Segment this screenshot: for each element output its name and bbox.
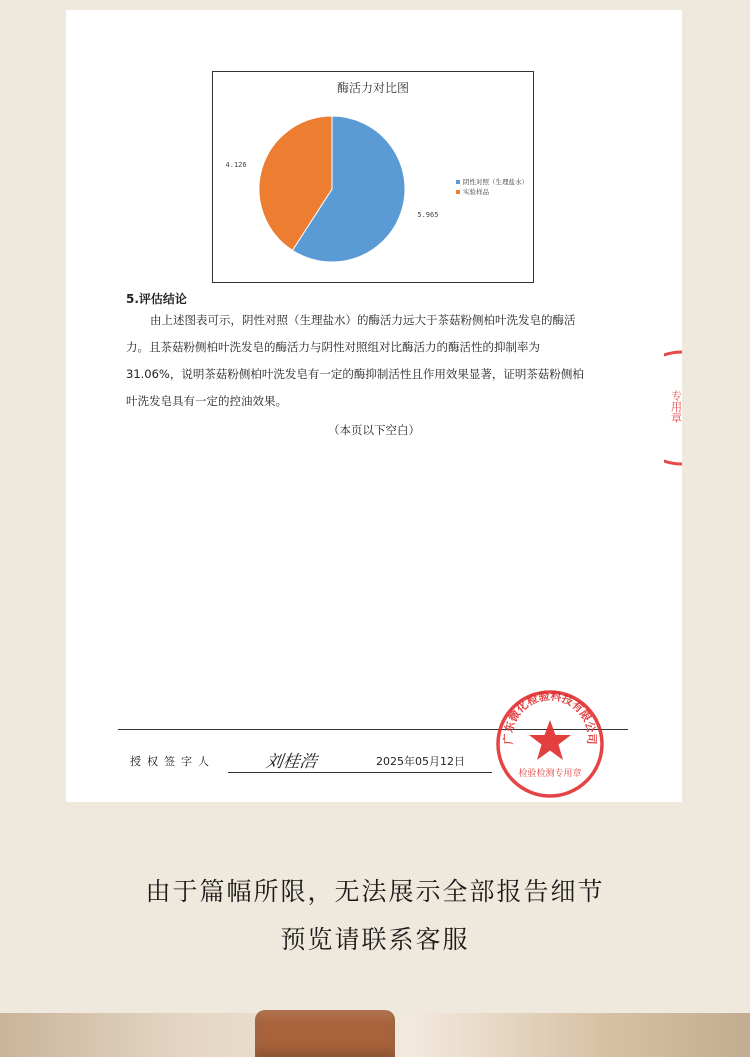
pie-chart — [212, 71, 534, 283]
side-seal-fragment — [664, 350, 682, 466]
notice-line-2: 预览请联系客服 — [280, 925, 470, 954]
legend-swatch-0 — [456, 180, 460, 184]
pie-data-label-1: 4.126 — [225, 160, 247, 169]
conclusion-line-2: 力。且茶菇粉侧柏叶洗发皂的酶活力与阴性对照组对比酶活力的酶活性的抑制率为 — [126, 340, 540, 354]
svg-text:广东微化检验科技有限公司: 广东微化检验科技有限公司 — [501, 689, 599, 745]
notice-line-1: 由于篇幅所限，无法展示全部报告细节 — [145, 877, 605, 906]
signature-date: 2025年05月12日 — [376, 755, 465, 768]
legend-label-0: 阴性对照（生理盐水） — [463, 178, 528, 186]
soap-bar-image — [255, 1010, 395, 1057]
chart-title: 酶活力对比图 — [336, 81, 409, 95]
conclusion-line-4: 叶洗发皂具有一定的控油效果。 — [126, 394, 287, 408]
section-heading: 5.评估结论 — [126, 292, 187, 306]
svg-text:专用章: 专用章 — [669, 390, 682, 423]
svg-text:检验检测专用章: 检验检测专用章 — [518, 769, 582, 779]
seal-star-icon — [529, 720, 571, 760]
report-page — [66, 10, 682, 802]
signatory-label: 授权签字人 — [130, 755, 215, 768]
company-seal — [494, 688, 606, 800]
pie-data-label-0: 5.965 — [417, 211, 439, 220]
conclusion-line-3: 31.06%，说明茶菇粉侧柏叶洗发皂有一定的酶抑制活性且作用效果显著，证明茶菇粉侧柏 — [126, 367, 584, 381]
signatory-signature: 刘桂浩 — [264, 752, 319, 772]
legend-label-1: 实验样品 — [463, 188, 489, 196]
conclusion-line-1: 由上述图表可示，阴性对照（生理盐水）的酶活力远大于茶菇粉侧柏叶洗发皂的酶活 — [150, 313, 576, 327]
signature-bottom-rule — [228, 772, 492, 773]
legend-swatch-1 — [456, 190, 460, 194]
blank-page-note: （本页以下空白） — [328, 423, 420, 437]
pie-chart-svg — [213, 72, 533, 282]
